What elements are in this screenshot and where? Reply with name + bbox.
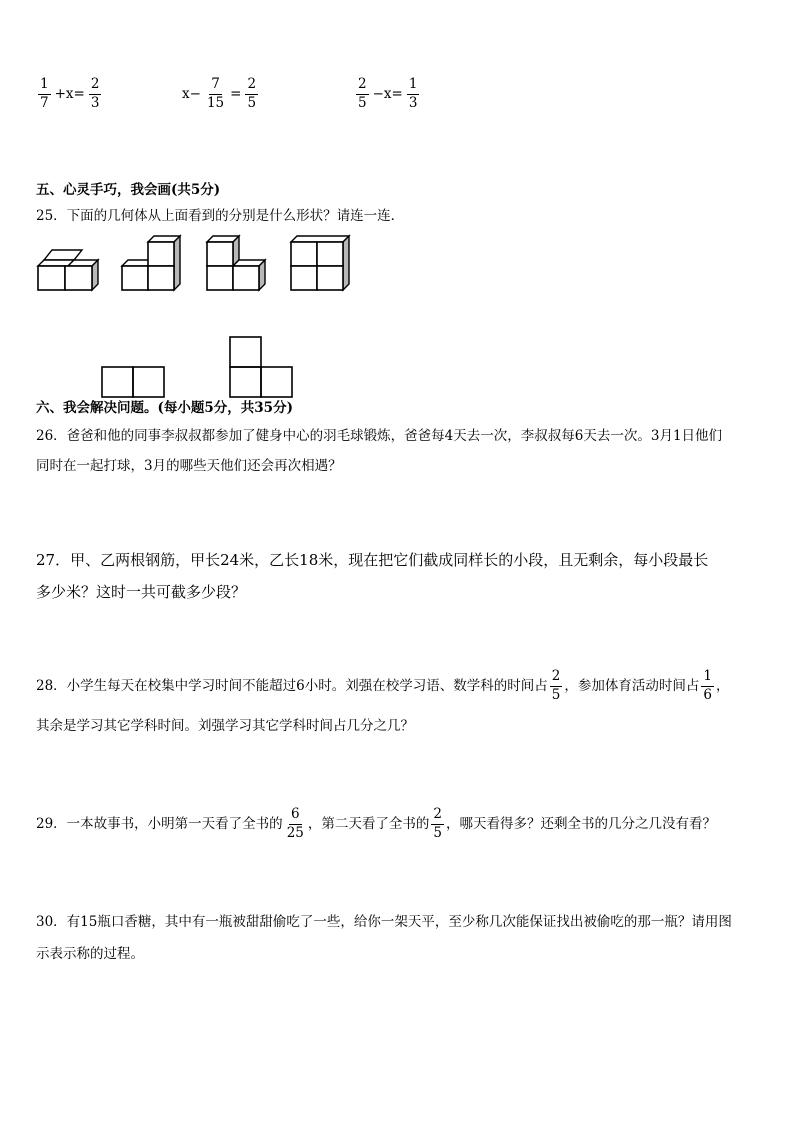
fraction: $\frac{1}{6}$ [703, 668, 712, 703]
question-28-text-c: ， [715, 678, 730, 694]
fraction: $\frac{1}{7}$ [40, 76, 49, 111]
fraction: $\frac{2}{3}$ [90, 76, 100, 111]
equation-operator: = [230, 86, 242, 102]
equation-operator: +x= [54, 86, 85, 102]
question-30-line-1: 30．有15瓶口香糖，其中有一瓶被甜甜偷吃了一些，给你一架天平，至少称几次能保证找出被偷吃的那一瓶？请用图 [36, 914, 732, 930]
fraction: $\frac{2}{5}$ [247, 76, 257, 111]
solid-figure-2 [122, 236, 180, 290]
question-28-line-1 [36, 670, 729, 702]
question-29-text-a: 29．一本故事书，小明第一天看了全书的 [36, 816, 283, 832]
question-29-text-c: ，哪天看得多？还剩全书的几分之几没有看？ [445, 816, 716, 832]
question-29 [36, 808, 716, 840]
solid-figures [30, 226, 360, 298]
fraction: $\frac{6}{25}$ [286, 806, 304, 841]
question-26-line-2: 同时在一起打球，3月的哪些天他们还会再次相遇？ [36, 458, 342, 474]
solid-figure-1 [38, 250, 98, 290]
question-25: 25．下面的几何体从上面看到的分别是什么形状？请连一连． [36, 208, 405, 224]
fraction: $\frac{1}{3}$ [408, 76, 418, 111]
equation-operator: −x= [372, 86, 403, 102]
equation-lead: x− [182, 86, 201, 102]
fraction: $\frac{2}{5}$ [551, 668, 561, 703]
fraction: $\frac{7}{15}$ [206, 76, 225, 111]
solid-figure-4 [291, 236, 349, 290]
equation-2 [180, 78, 260, 110]
question-27-line-2: 多少米？这时一共可截多少段？ [36, 583, 247, 601]
question-27-line-1: 27．甲、乙两根钢筋，甲长24米，乙长18米，现在把它们截成同样长的小段，且无剩余，每小段最长 [36, 551, 709, 569]
equation-1 [36, 78, 103, 110]
question-29-text-b: ，第二天看了全书的 [307, 816, 430, 832]
question-30-line-2: 示表示称的过程。 [36, 946, 144, 962]
question-28-text-b: ，参加体育活动时间占 [564, 678, 700, 694]
question-26-line-1: 26．爸爸和他的同事李叔叔都参加了健身中心的羽毛球锻炼，爸爸每4天去一次，李叔叔每6天去一次。3月1日他们 [36, 428, 723, 444]
question-28-line-2: 其余是学习其它学科时间。刘强学习其它学科时间占几分之几？ [36, 718, 414, 734]
fraction: $\frac{2}{5}$ [358, 76, 367, 111]
top-view-shape-2 [230, 337, 292, 397]
section-6-heading: 六、我会解决问题。(每小题5分，共35分) [36, 400, 293, 416]
fraction: $\frac{2}{5}$ [433, 806, 442, 841]
solid-figure-3 [207, 236, 265, 290]
section-5-heading: 五、心灵手巧，我会画(共5分) [36, 182, 221, 198]
top-view-shape-1 [102, 367, 164, 397]
question-28-text-a: 28．小学生每天在校集中学习时间不能超过6小时。刘强在校学习语、数学科的时间占 [36, 678, 548, 694]
equation-3 [354, 78, 421, 110]
top-view-shapes [98, 334, 298, 400]
